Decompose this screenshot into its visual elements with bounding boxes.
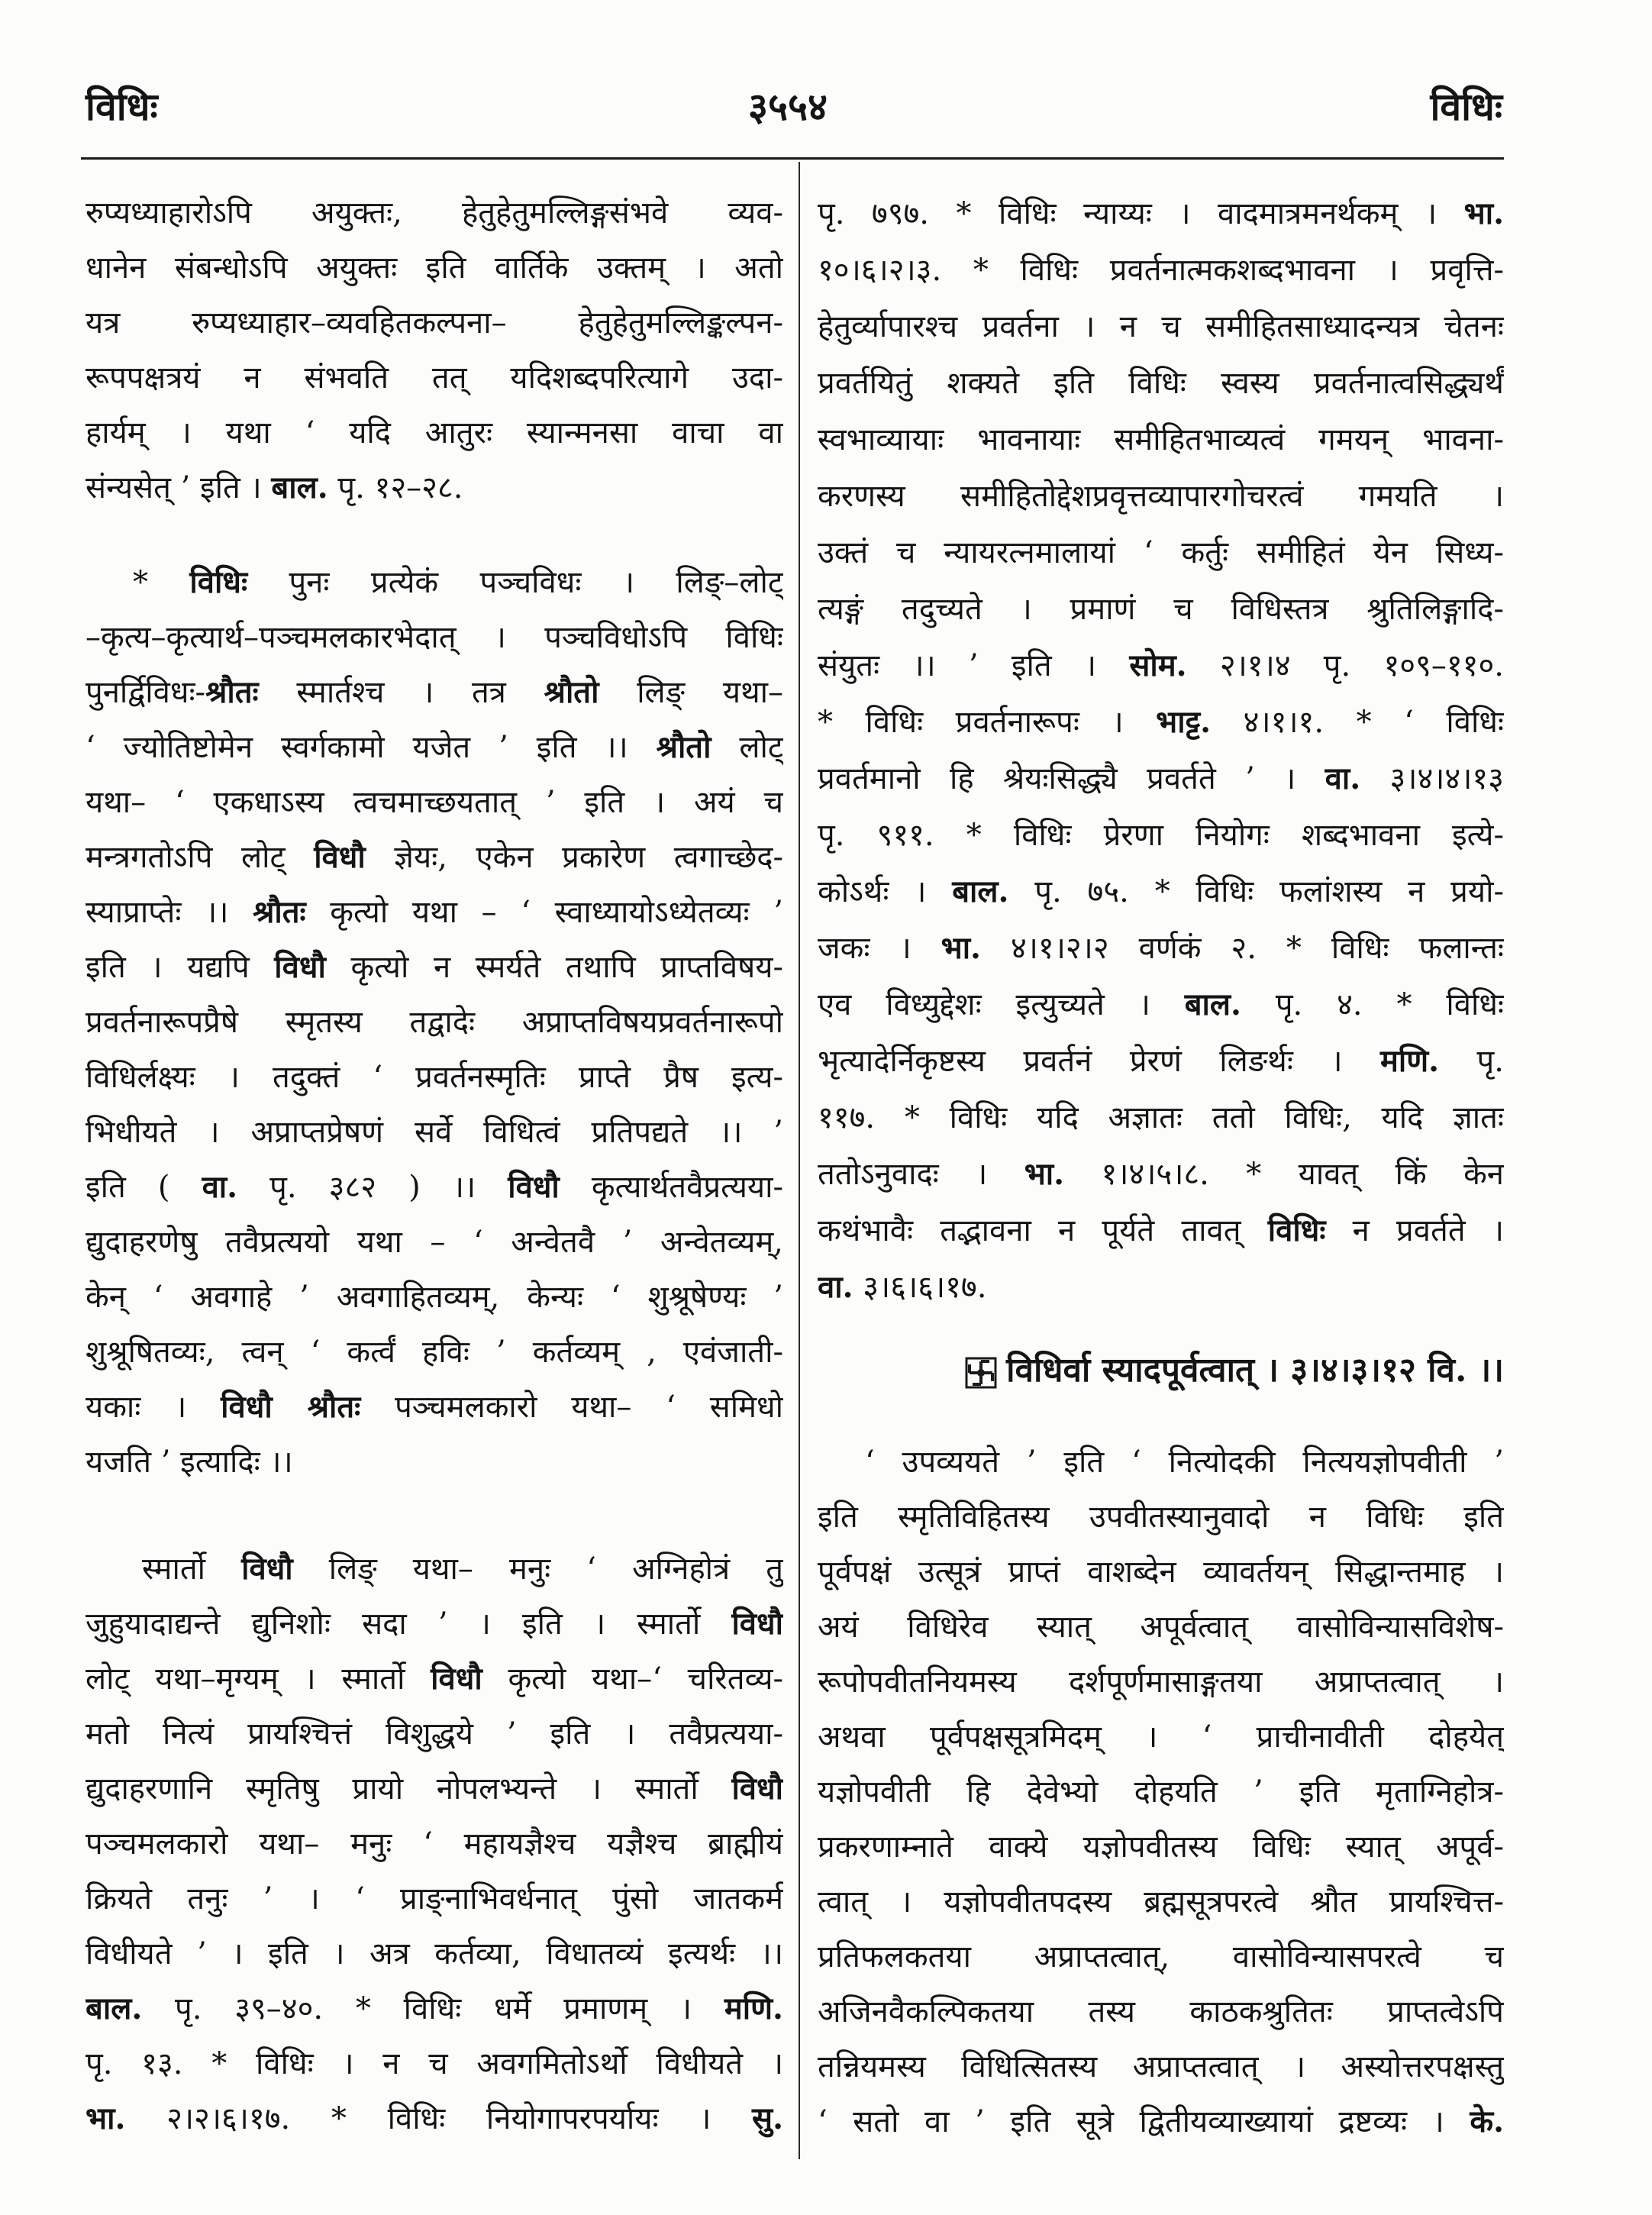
bold-term: भा.: [941, 930, 981, 966]
header-rule: [81, 157, 1504, 160]
text-line: [86, 1050, 783, 1105]
sutra-heading-text: विधिर्वा स्यादपूर्वत्वात् । ३।४।३।१२ वि. ।।: [1006, 1351, 1504, 1390]
paragraph-sutra-commentary: [818, 1435, 1504, 2149]
bold-term: वा.: [1325, 760, 1361, 796]
text-run: यजति ’ इत्यादिः ।।: [86, 1445, 293, 1480]
text-run: विधिर्लक्ष्यः । तदुक्तं ‘ प्रवर्तनस्मृतिः प्राप्ते प्रैष इत्य-: [86, 1060, 783, 1095]
text-run: त्वात् । यज्ञोपवीतपदस्य ब्रह्मसूत्रपरत्वे श्रौत प्रायश्चित्त-: [818, 1884, 1504, 1920]
text-run: पृ. ३९–४०. * विधिः धर्मे प्रमाणम् ।: [142, 1991, 724, 2026]
text-run: पृ. १२–२८.: [327, 470, 463, 505]
text-run: रूपोपवीतनियमस्य दर्शपूर्णमासाङ्गतया अप्राप्तत्वात् ।: [818, 1664, 1504, 1700]
text-run: अथवा पूर्वपक्षसूत्रमिदम् । ‘ प्राचीनावीती दोहयेत्: [818, 1719, 1504, 1755]
text-run: रुप्यध्याहारोऽपि अयुक्तः, हेतुहेतुमल्लिङ्गसंभवे व्यव-: [86, 195, 783, 231]
text-run: विधीयते ’ । इति । अत्र कर्तव्या, विधातव्यं इत्यर्थः ।।: [86, 1936, 783, 1971]
left-column: [86, 186, 783, 2186]
bold-term: विधौ: [508, 1169, 560, 1205]
text-run: संन्यसेत् ’ इति ।: [86, 470, 272, 505]
text-line: [818, 1710, 1504, 1765]
text-run: केन् ‘ अवगाहे ’ अवगाहितव्यम्, केन्यः ‘ शुश्रूषेण्यः ’: [86, 1280, 783, 1315]
text-run: यकाः ।: [86, 1390, 221, 1425]
text-line: [818, 694, 1504, 751]
text-run: २।२।६।१७. * विधिः नियोगापरपर्यायः ।: [125, 2101, 753, 2136]
text-line: [818, 412, 1504, 468]
bold-term: वा.: [818, 1269, 853, 1305]
text-run: धानेन संबन्धोऽपि अयुक्तः इति वार्तिके उक्तम् । अतो: [86, 250, 783, 286]
bold-term: सोम.: [1129, 647, 1187, 683]
sutra-heading: [818, 1338, 1504, 1403]
text-line: [818, 468, 1504, 525]
text-run: ज्ञेयः, एकेन प्रकारेण त्वगाच्छेद-: [365, 840, 783, 875]
text-line: [86, 1325, 783, 1380]
text-run: एव विध्युद्देशः इत्युच्यते ।: [818, 987, 1185, 1022]
bold-term: बाल.: [271, 470, 328, 505]
paragraph-vidhi-types: [86, 555, 783, 1490]
bold-term: श्रौतः: [205, 674, 259, 710]
text-run: स्वभाव्यायाः भावनायाः समीहितभाव्यत्वं गमयन् भावना-: [818, 422, 1504, 457]
text-run: स्मार्तो: [142, 1551, 242, 1587]
text-run: प्रवर्तमानो हि श्रेयःसिद्ध्यै प्रवर्तते ’ ।: [818, 761, 1325, 796]
bold-term: विधौ: [241, 1551, 293, 1587]
text-run: द्युदाहरणानि स्मृतिषु प्रायो नोपलभ्यन्ते । स्मार्तो: [86, 1771, 732, 1807]
text-run: १।४।५।८. * यावत् किं केन: [1064, 1157, 1504, 1192]
paragraph-vidhi-citations: [818, 186, 1504, 1316]
text-line: [818, 1600, 1504, 1655]
text-line: [86, 1597, 783, 1652]
text-run: तन्नियमस्य विधित्सितस्य अप्राप्तत्वात् । अस्योत्तरपक्षस्तु: [818, 2049, 1504, 2084]
paragraph-continuation: [86, 186, 783, 515]
text-run: कोऽर्थः ।: [818, 874, 953, 909]
text-run: प्रकरणाम्नाते वाक्ये यज्ञोपवीतस्य विधिः स्यात् अपूर्व-: [818, 1829, 1504, 1865]
text-line: [818, 355, 1504, 412]
text-line: [818, 1819, 1504, 1874]
text-run: ४।१।२।२ वर्णकं २. * विधिः फलान्तः: [980, 931, 1504, 966]
text-line: [86, 1816, 783, 1871]
text-run: न प्रवर्तते ।: [1325, 1213, 1504, 1248]
text-run: १०।६।२।३. * विधिः प्रवर्तनात्मकशब्दभावना । प्रवृत्ति-: [818, 253, 1504, 288]
text-line: [86, 1981, 783, 2036]
text-line: [86, 295, 783, 350]
text-line: [86, 2036, 783, 2091]
text-line: [86, 1380, 783, 1435]
text-line: [86, 1215, 783, 1270]
text-run: शुश्रूषितव्यः, त्वन् ‘ कर्त्वं हविः ’ कर्तव्यम् , एवंजाती-: [86, 1335, 783, 1370]
bold-term: भा.: [86, 2100, 126, 2136]
text-run: यज्ञोपवीती हि देवेभ्यो दोहयति ’ इति मृताग्निहोत्र-: [818, 1774, 1504, 1810]
text-run: प्रवर्तयितुं शक्यते इति विधिः स्वस्य प्रवर्तनात्वसिद्ध्यर्थं: [818, 366, 1504, 401]
text-line: [818, 2039, 1504, 2094]
bold-term: विधिः: [189, 564, 248, 600]
text-line: [818, 1490, 1504, 1545]
text-line: [818, 1146, 1504, 1203]
text-line: [818, 186, 1504, 242]
text-line: [86, 885, 783, 940]
text-run: यथा– ‘ एकधाऽस्य त्वचमाच्छयतात् ’ इति । अयं च: [86, 785, 783, 820]
right-column: [818, 186, 1504, 2186]
text-run: ३।४।४।१३: [1360, 761, 1504, 796]
text-line: [818, 864, 1504, 920]
text-run: हार्यम् । यथा ‘ यदि आतुरः स्यान्मनसा वाचा वा: [86, 415, 783, 450]
text-line: [86, 1542, 783, 1597]
text-run: पञ्चमलकारो यथा– मनुः ‘ महायज्ञैश्च यज्ञैश्च ब्राह्मीयं: [86, 1826, 783, 1861]
text-line: [86, 1270, 783, 1325]
bold-term: बाल.: [952, 873, 1009, 909]
text-line: [86, 720, 783, 775]
text-run: पृ. ७९७. * विधिः न्याय्यः । वादमात्रमनर्थकम् ।: [818, 196, 1464, 231]
bold-term: मणि.: [1379, 1043, 1440, 1079]
text-line: [86, 665, 783, 720]
text-line: [818, 1765, 1504, 1819]
text-run: ततोऽनुवादः ।: [818, 1157, 1024, 1192]
bold-term: मणि.: [724, 1991, 783, 2026]
text-run: पृ.: [1439, 1044, 1504, 1079]
text-line: [86, 995, 783, 1050]
text-run: उक्तं च न्यायरत्नमालायां ‘ कर्तुः समीहितं येन सिध्य-: [818, 535, 1504, 570]
bold-term: श्रौतः: [253, 894, 306, 930]
text-run: इति (: [86, 1170, 202, 1205]
text-run: यत्र रुप्यध्याहार–व्यवहितकल्पना– हेतुहेतुमल्लिङ्कल्पन-: [86, 305, 783, 341]
paragraph-smarta-vidhi: [86, 1542, 783, 2146]
text-run: कृत्यो न स्मर्यते तथापि प्राप्तविषय-: [325, 950, 783, 985]
text-run: त्यङ्गं तदुच्यते । प्रमाणं च विधिस्तत्र श्रुतिलिङ्गादि-: [818, 592, 1504, 627]
text-line: [818, 920, 1504, 977]
text-line: [818, 1929, 1504, 1984]
text-run: स्याप्राप्तेः ।।: [86, 895, 253, 930]
text-line: [86, 241, 783, 295]
bold-term: विधौ श्रौतः: [221, 1389, 361, 1425]
bold-term: विधौ: [314, 839, 366, 875]
bold-term: बाल.: [86, 1991, 143, 2026]
text-run: प्रतिफलकतया अप्राप्तत्वात्, वासोविन्यासपरत्वे च: [818, 1939, 1504, 1974]
text-line: [86, 186, 783, 241]
text-line: [86, 555, 783, 610]
text-line: [818, 1259, 1504, 1316]
bold-term: श्रौतो: [544, 674, 599, 710]
text-run: इति स्मृतिविहितस्य उपवीतस्यानुवादो न विधिः इति: [818, 1500, 1504, 1535]
running-head-right: विधिः: [1430, 84, 1502, 129]
text-line: [86, 1105, 783, 1160]
text-run: * विधिः प्रवर्तनारूपः ।: [818, 705, 1157, 740]
text-run: अयं विधिरेव स्यात् अपूर्वत्वात् वासोविन्यासविशेष-: [818, 1610, 1504, 1645]
text-run: *: [133, 565, 190, 600]
bold-term: भा.: [1024, 1156, 1065, 1192]
text-run: पृ. ९११. * विधिः प्रेरणा नियोगः शब्दभावना इत्ये-: [818, 818, 1504, 853]
text-run: रूपपक्षत्रयं न संभवति तत् यदिशब्दपरित्यागे उदा-: [86, 360, 783, 396]
bold-term: सु.: [752, 2100, 783, 2136]
text-run: अजिनवैकल्पिकतया तस्य काठकश्रुतितः प्राप्तत्वेऽपि: [818, 1994, 1504, 2029]
text-run: २।१।४ पृ. १०९–११०.: [1186, 648, 1504, 683]
text-run: संयुतः ।। ’ इति ।: [818, 648, 1130, 683]
text-run: द्युदाहरणेषु तवैप्रत्ययो यथा – ‘ अन्वेतवै ’ अन्वेतव्यम्,: [86, 1225, 783, 1260]
text-run: पृ. ३८२ ) ।।: [237, 1170, 508, 1205]
bold-term: भाट्ट.: [1156, 704, 1212, 740]
text-line: [86, 1160, 783, 1215]
text-run: पञ्चमलकारो यथा– ‘ समिधो: [360, 1390, 783, 1425]
text-run: ‘ उपव्ययते ’ इति ‘ नित्योदकी नित्ययज्ञोपवीती ’: [865, 1445, 1504, 1480]
text-line: [86, 2091, 783, 2146]
text-line: [86, 405, 783, 460]
text-line: [818, 299, 1504, 355]
bold-term: के.: [1470, 2104, 1504, 2139]
column-divider: [799, 162, 800, 2159]
text-run: भृत्यादेर्निकृष्टस्य प्रवर्तनं प्रेरणं लिङर्थः ।: [818, 1044, 1380, 1079]
text-run: ११७. * विधिः यदि अज्ञातः ततो विधिः, यदि ज्ञातः: [818, 1100, 1504, 1135]
text-run: मतो नित्यं प्रायश्चित्तं विशुद्धये ’ इति । तवैप्रत्यया-: [86, 1716, 783, 1752]
text-run: कृत्यो यथा–‘ चरितव्य-: [482, 1661, 783, 1697]
page-number: ३५५४: [748, 84, 828, 129]
text-line: [818, 581, 1504, 638]
text-run: जुहुयादाद्यन्ते द्युनिशोः सदा ’ । इति । स्मार्तो: [86, 1606, 732, 1642]
text-run: पुनर्द्विविधः-: [86, 675, 206, 710]
text-line: [818, 1545, 1504, 1600]
fleuron-icon: [963, 1355, 999, 1390]
text-run: लिङ् यथा– मनुः ‘ अग्निहोत्रं तु: [292, 1551, 783, 1587]
running-head-left: विधिः: [86, 84, 158, 129]
text-line: [818, 1655, 1504, 1710]
text-line: [818, 2094, 1504, 2149]
bold-term: विधौ: [431, 1661, 482, 1697]
text-line: [818, 1033, 1504, 1090]
text-run: लोट् यथा–मृग्यम् । स्मार्तो: [86, 1661, 431, 1697]
text-line: [818, 638, 1504, 694]
bold-term: विधौ: [731, 1606, 783, 1642]
text-line: [86, 1871, 783, 1926]
text-run: करणस्य समीहितोद्देशप्रवृत्तव्यापारगोचरत्वं गमयति ।: [818, 479, 1504, 514]
text-line: [818, 1874, 1504, 1929]
text-run: लिङ् यथा–: [599, 675, 783, 710]
text-run: ‘ सतो वा ’ इति सूत्रे द्वितीयव्याख्यायां द्रष्टव्यः ।: [818, 2104, 1470, 2139]
bold-term: श्रौतो: [656, 729, 711, 765]
text-line: [818, 1984, 1504, 2039]
text-line: [86, 610, 783, 665]
text-line: [818, 1090, 1504, 1146]
text-run: इति । यद्यपि: [86, 950, 275, 985]
text-line: [818, 751, 1504, 807]
text-run: मन्त्रगतोऽपि लोट्: [86, 840, 315, 875]
text-run: पूर्वपक्षं उत्सूत्रं प्राप्तं वाशब्देन व्यावर्तयन् सिद्धान्तमाह ।: [818, 1555, 1504, 1590]
text-run: कृत्यो यथा – ‘ स्वाध्यायोऽध्येतव्यः ’: [305, 895, 783, 930]
text-line: [86, 350, 783, 405]
text-line: [818, 1435, 1504, 1490]
text-run: लोट्: [711, 730, 783, 765]
text-run: प्रवर्तनारूपप्रैषे स्मृतस्य तद्वादेः अप्राप्तविषयप्रवर्तनारूपो: [86, 1005, 783, 1040]
text-run: हेतुर्व्यापारश्च प्रवर्तना । न च समीहितसाध्यादन्यत्र चेतनः: [818, 309, 1504, 344]
text-line: [818, 242, 1504, 299]
bold-term: विधौ: [274, 949, 326, 985]
text-run: पृ. ४. * विधिः: [1241, 987, 1504, 1022]
text-run: भिधीयते । अप्राप्तप्रेषणं सर्वे विधित्वं प्रतिपद्यते ।। ’: [86, 1115, 783, 1150]
text-run: ‘ ज्योतिष्टोमेन स्वर्गकामो यजेत ’ इति ।।: [86, 730, 657, 765]
bold-term: वा.: [202, 1169, 238, 1205]
text-run: कृत्यार्थतवैप्रत्यया-: [559, 1170, 783, 1205]
text-line: [818, 1203, 1504, 1259]
text-run: पृ. १३. * विधिः । न च अवगमितोऽर्थो विधीयते ।: [86, 2046, 783, 2081]
text-run: जकः ।: [818, 931, 941, 966]
bold-term: विधौ: [731, 1771, 783, 1807]
text-line: [818, 525, 1504, 581]
text-line: [86, 1706, 783, 1761]
text-run: ३।६।६।१७.: [853, 1270, 987, 1305]
text-run: ४।१।१. * ‘ विधिः: [1211, 705, 1504, 740]
text-line: [86, 1926, 783, 1981]
text-run: स्मार्तश्च । तत्र: [258, 675, 544, 710]
text-run: –कृत्य–कृत्यार्थ–पञ्चमलकारभेदात् । पञ्चविधोऽपि विधिः: [86, 620, 783, 655]
text-line: [818, 977, 1504, 1033]
text-line: [86, 1761, 783, 1816]
text-line: [86, 940, 783, 995]
text-run: क्रियते तनुः ’ । ‘ प्राङ्नाभिवर्धनात् पुंसो जातकर्म: [86, 1881, 783, 1916]
bold-term: बाल.: [1184, 986, 1241, 1022]
text-line: [818, 807, 1504, 864]
text-run: पुनः प्रत्येकं पञ्चविधः । लिङ्–लोट्: [247, 565, 783, 600]
text-line: [86, 1435, 783, 1490]
text-line: [86, 775, 783, 830]
bold-term: भा.: [1463, 195, 1504, 231]
text-line: [86, 460, 783, 515]
text-run: पृ. ७५. * विधिः फलांशस्य न प्रयो-: [1008, 874, 1504, 909]
bold-term: विधिः: [1267, 1212, 1326, 1248]
text-run: कथंभावैः तद्भावना न पूर्यते तावत्: [818, 1213, 1268, 1248]
text-line: [86, 1652, 783, 1706]
text-line: [86, 830, 783, 885]
